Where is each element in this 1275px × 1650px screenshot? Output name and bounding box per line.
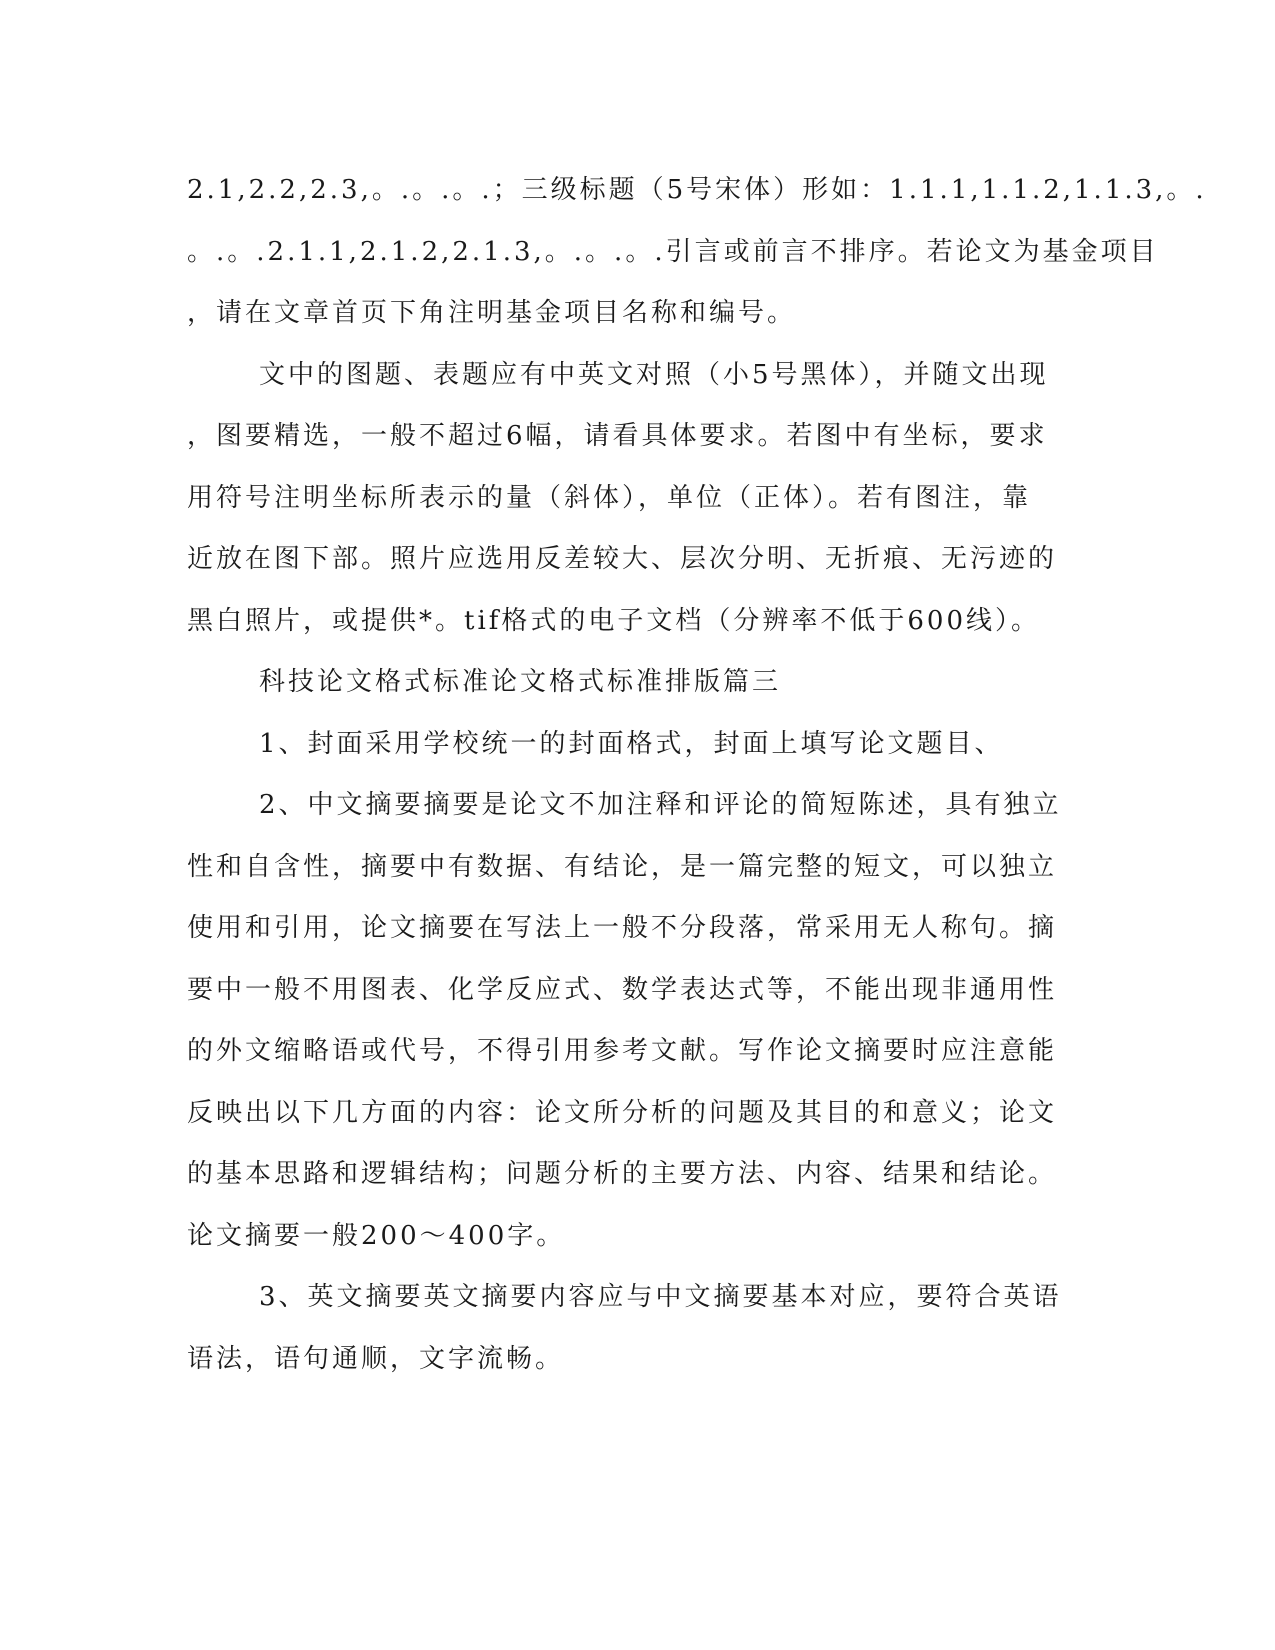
section-heading: 科技论文格式标准论文格式标准排版篇三 (259, 667, 782, 697)
text-line: 的基本思路和逻辑结构；问题分析的主要方法、内容、结果和结论。 (187, 1159, 1058, 1189)
text-line: 反映出以下几方面的内容：论文所分析的问题及其目的和意义；论文 (187, 1097, 1058, 1128)
document-body (187, 160, 1207, 1390)
text-line: 。.。.2.1.1,2.1.2,2.1.3,。.。.。.引言或前言不排序。若论文为基金项目 (187, 236, 1159, 267)
text-line: ，请在文章首页下角注明基金项目名称和编号。 (187, 298, 797, 328)
text-line: 2.1,2.2,2.3,。.。.。.；三级标题（5号宋体）形如：1.1.1,1.1.2,1.1.3,。. (187, 175, 1207, 205)
text-line: 黑白照片，或提供*。tif格式的电子文档（分辨率不低于600线）。 (187, 605, 1041, 636)
text-line: 语法，语句通顺，文字流畅。 (187, 1343, 565, 1374)
list-item-1: 1、封面采用学校统一的封面格式，封面上填写论文题目、 (259, 728, 1004, 759)
list-item-2: 2、中文摘要摘要是论文不加注释和评论的简短陈述，具有独立 (259, 790, 1062, 820)
text-line: 性和自含性，摘要中有数据、有结论，是一篇完整的短文，可以独立 (187, 851, 1058, 882)
text-line: 用符号注明坐标所表示的量（斜体），单位（正体）。若有图注，靠 (187, 482, 1032, 513)
text-line: 使用和引用，论文摘要在写法上一般不分段落，常采用无人称句。摘 (187, 913, 1058, 943)
text-line: 的外文缩略语或代号，不得引用参考文献。写作论文摘要时应注意能 (187, 1036, 1058, 1066)
paragraph-first-line: 文中的图题、表题应有中英文对照（小5号黑体），并随文出现 (259, 359, 1049, 390)
text-line: 近放在图下部。照片应选用反差较大、层次分明、无折痕、无污迹的 (187, 544, 1058, 574)
text-line: ，图要精选，一般不超过6幅，请看具体要求。若图中有坐标，要求 (187, 421, 1048, 451)
list-item-3: 3、英文摘要英文摘要内容应与中文摘要基本对应，要符合英语 (259, 1282, 1062, 1312)
text-line: 要中一般不用图表、化学反应式、数学表达式等，不能出现非通用性 (187, 974, 1058, 1005)
text-line: 论文摘要一般200～400字。 (187, 1220, 566, 1251)
